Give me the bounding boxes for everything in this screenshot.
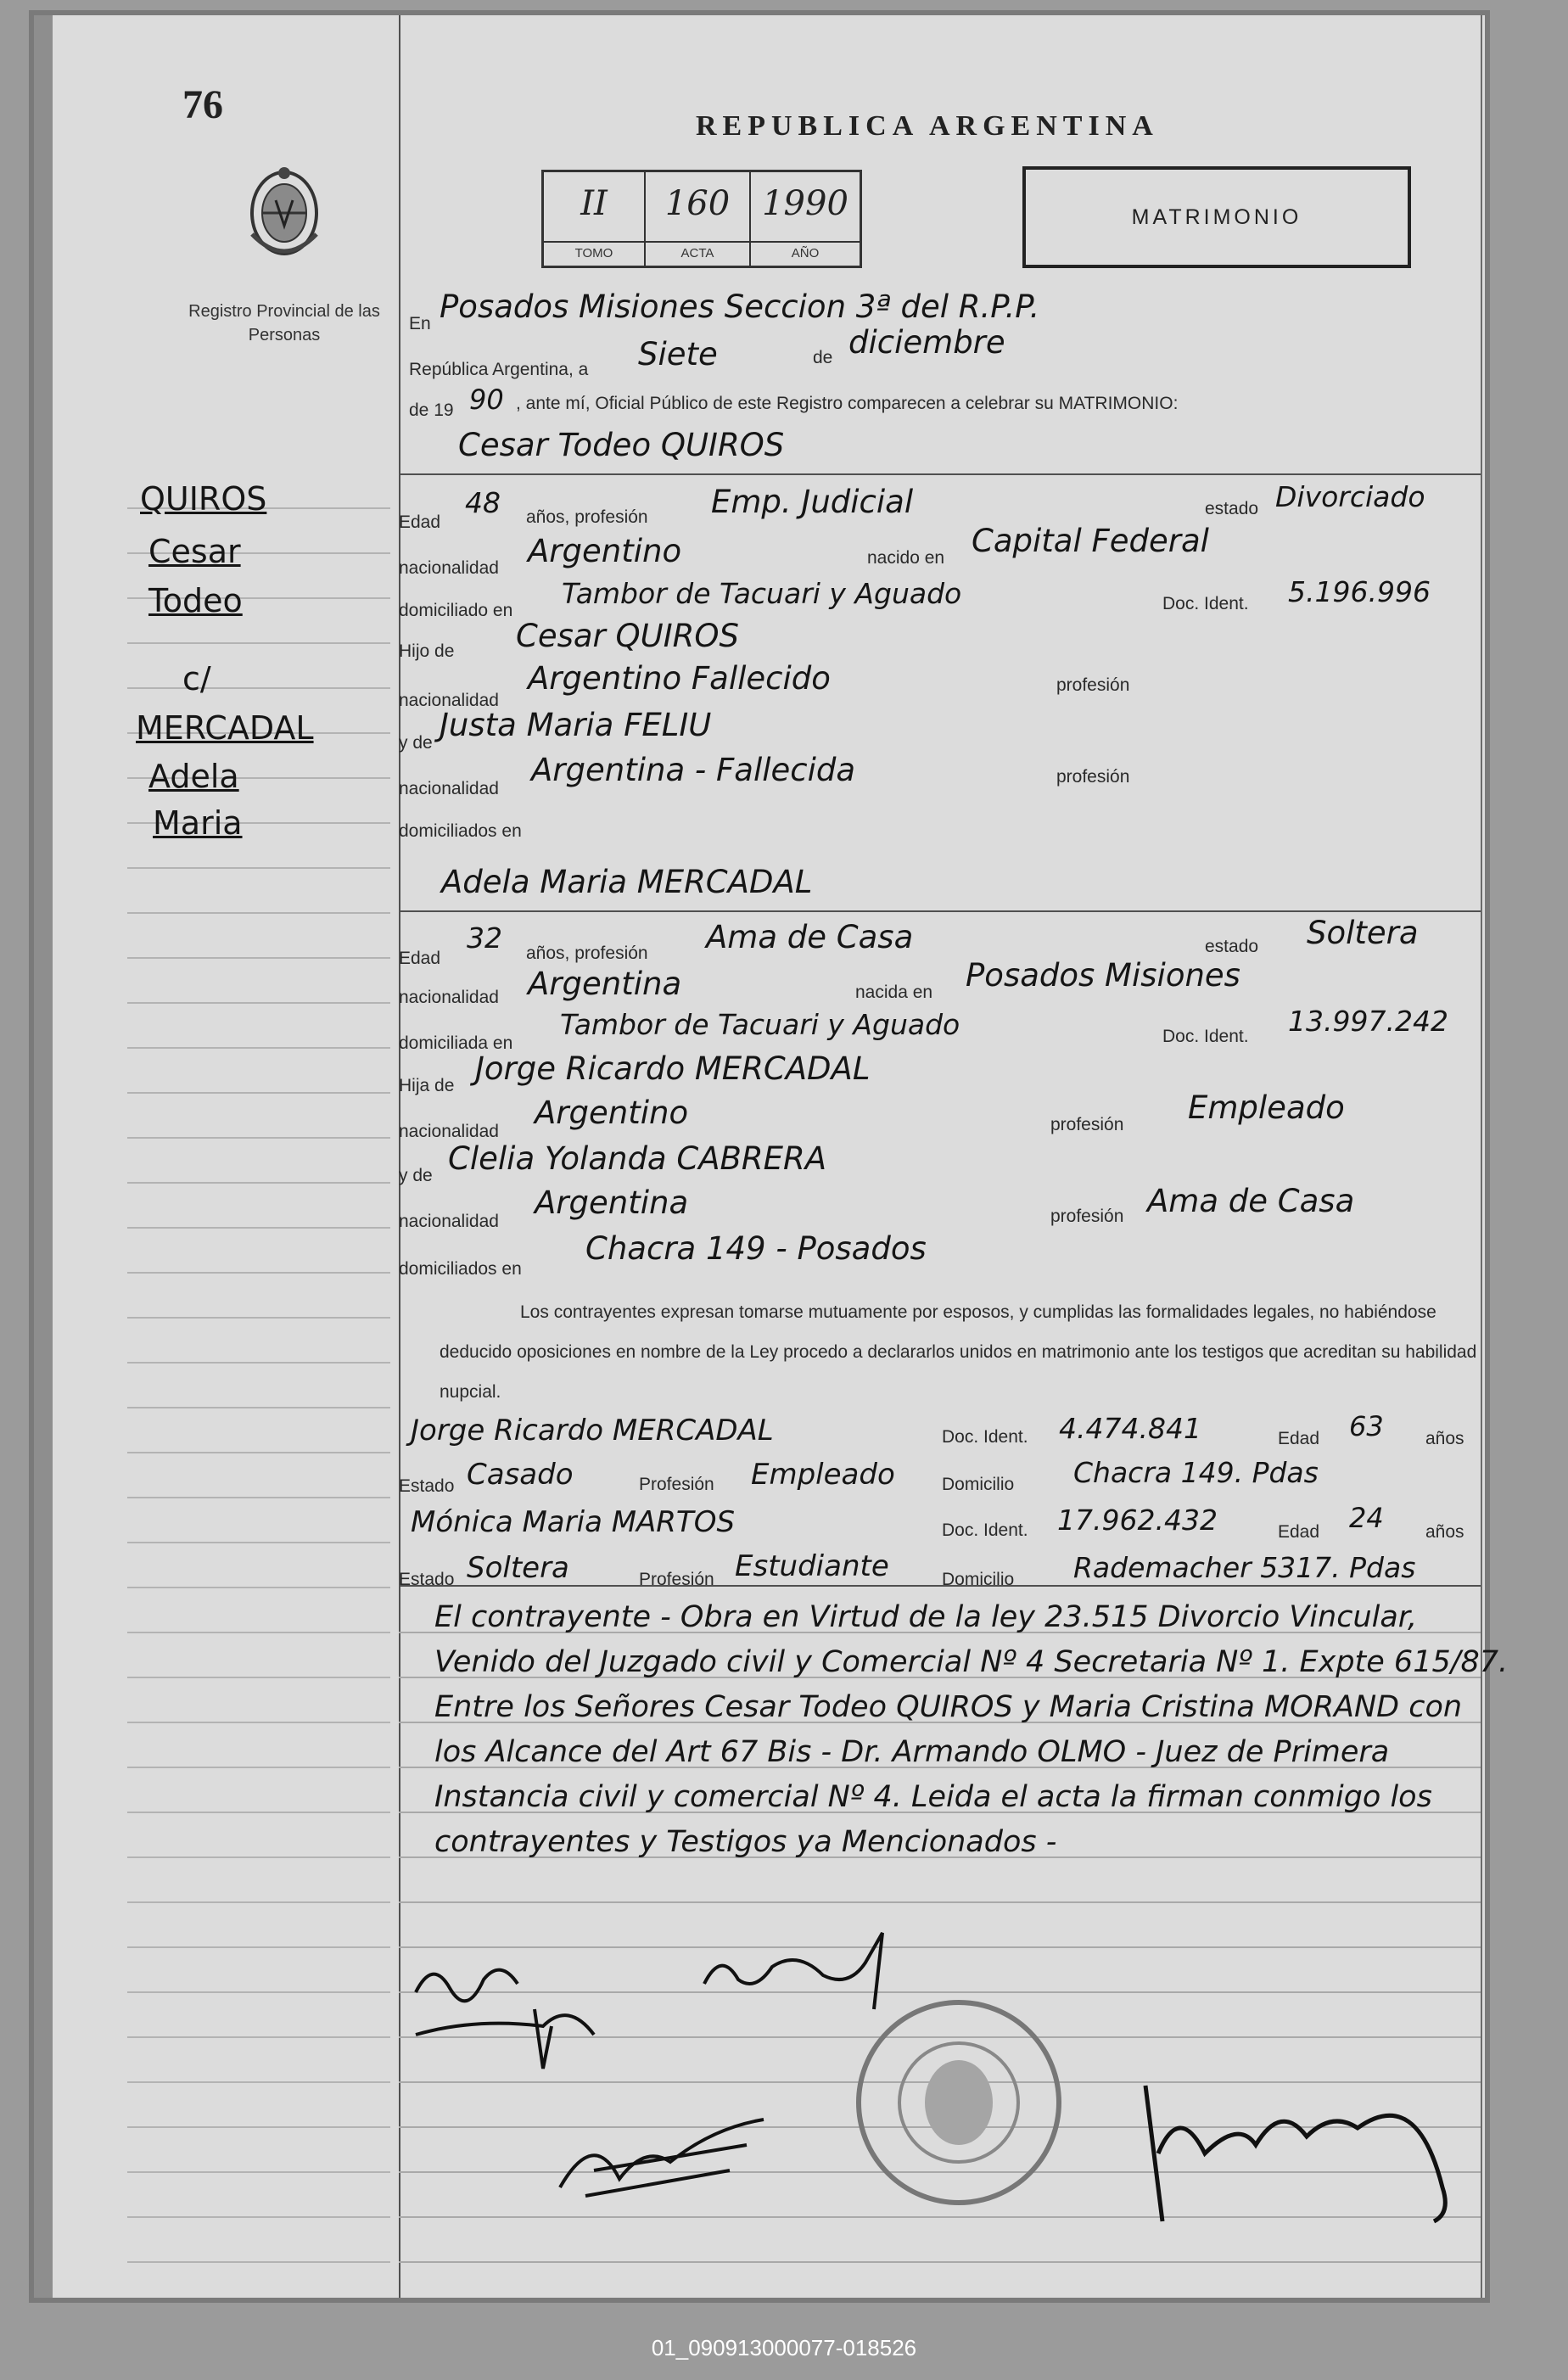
registry-name: Registro Provincial de las Personas — [188, 302, 380, 344]
year-field: 90 — [469, 384, 504, 416]
groom-born-label: nacido en — [867, 548, 945, 568]
bride-father-prof-label: profesión — [1050, 1115, 1124, 1134]
witness2-prof-label: Profesión — [639, 1570, 714, 1589]
act-number-box — [541, 170, 862, 268]
place-field: Posados Misiones Seccion 3ª del R.P.P. — [440, 288, 1040, 325]
groom-mother-nat-field: Argentina - Fallecida — [531, 752, 856, 788]
groom-mother-nat-label: nacionalidad — [399, 779, 499, 798]
witness2-doc: 17.962.432 — [1057, 1504, 1218, 1537]
margin-rule-line — [127, 1407, 390, 1408]
register-page — [34, 15, 1509, 2298]
margin-rule-line — [127, 1137, 390, 1139]
groom-age-label: Edad — [399, 512, 441, 532]
margin-rule-line — [127, 1722, 390, 1723]
witness2-name: Mónica Maria MARTOS — [411, 1505, 736, 1539]
bride-age-label: Edad — [399, 949, 441, 968]
witness2-address: Rademacher 5317. Pdas — [1073, 1551, 1416, 1584]
margin-rule-line — [127, 957, 390, 959]
republica-label: República Argentina, a — [409, 360, 589, 379]
margin-rule-line — [127, 2126, 390, 2128]
margin-name-groom-1: Cesar — [148, 533, 241, 570]
bride-mother-nat-label: nacionalidad — [399, 1212, 499, 1231]
witness1-doc-label: Doc. Ident. — [942, 1427, 1028, 1447]
page-number: 76 — [182, 82, 223, 127]
groom-address-field: Tambor de Tacuari y Aguado — [562, 577, 962, 610]
witness2-addr-label: Domicilio — [942, 1570, 1015, 1589]
section-rule — [399, 1585, 1481, 1587]
coat-of-arms-icon — [242, 166, 327, 268]
signature-groom — [399, 1941, 670, 2077]
groom-mother-label: y de — [399, 733, 433, 753]
witness2-years-label: años — [1425, 1522, 1464, 1542]
margin-rule-line — [127, 2081, 390, 2083]
margin-rule-line — [127, 1812, 390, 1813]
book-spine — [34, 15, 53, 2298]
groom-years-prof-label: años, profesión — [526, 507, 648, 527]
margin-rule-line — [127, 1901, 390, 1903]
witness2-age: 24 — [1349, 1502, 1384, 1534]
groom-doc-field: 5.196.996 — [1288, 575, 1431, 608]
bride-doc-field: 13.997.242 — [1288, 1005, 1448, 1038]
margin-rule-line — [127, 1182, 390, 1184]
bride-born-label: nacida en — [855, 983, 933, 1002]
margin-name-bride-2: Maria — [153, 804, 243, 842]
margin-rule-line — [127, 1092, 390, 1094]
margin-rule-line — [127, 1272, 390, 1274]
margin-surname-bride: MERCADAL — [136, 709, 314, 747]
bride-father-label: Hija de — [399, 1076, 455, 1095]
witness1-profession: Empleado — [751, 1458, 895, 1492]
witness2-doc-label: Doc. Ident. — [942, 1520, 1028, 1540]
bride-nationality-field: Argentina — [528, 966, 682, 1002]
groom-father-nat-field: Argentino Fallecido — [528, 660, 831, 697]
witness1-addr-label: Domicilio — [942, 1475, 1015, 1494]
margin-rule-line — [127, 1587, 390, 1588]
margin-name-groom-2: Todeo — [148, 582, 243, 619]
margin-rule-line — [127, 1856, 390, 1858]
bride-parents-address-field: Chacra 149 - Posados — [585, 1230, 927, 1267]
witness2-status: Soltera — [467, 1551, 569, 1585]
groom-doc-label: Doc. Ident. — [1162, 594, 1249, 613]
witness2-status-label: Estado — [399, 1570, 455, 1589]
section-rule — [399, 910, 1481, 912]
bride-mother-prof-field: Ama de Casa — [1147, 1183, 1355, 1219]
bride-age-field: 32 — [467, 921, 502, 955]
witness1-prof-label: Profesión — [639, 1475, 714, 1494]
witness1-years-label: años — [1425, 1429, 1464, 1448]
groom-father-field: Cesar QUIROS — [516, 618, 739, 654]
bride-status-label: estado — [1205, 937, 1259, 956]
bride-birthplace-field: Posados Misiones — [966, 957, 1240, 994]
bride-father-nat-field: Argentino — [535, 1095, 689, 1131]
margin-name-bride-1: Adela — [148, 758, 239, 795]
groom-mother-prof-label: profesión — [1056, 767, 1130, 787]
margin-rule-line — [127, 1452, 390, 1453]
bride-nationality-label: nacionalidad — [399, 988, 499, 1007]
signature-official — [1112, 2052, 1485, 2238]
section-rule — [399, 473, 1481, 475]
margin-rule-line — [127, 1002, 390, 1004]
groom-profession-field: Emp. Judicial — [711, 484, 914, 520]
margin-rule-line — [127, 2216, 390, 2218]
witness1-name: Jorge Ricardo MERCADAL — [411, 1414, 774, 1448]
acta-cell — [646, 172, 751, 266]
year-prefix: de 19 — [409, 400, 454, 420]
groom-name-field: Cesar Todeo QUIROS — [458, 427, 785, 463]
witness1-status-label: Estado — [399, 1476, 455, 1496]
margin-rule-line — [127, 1047, 390, 1049]
scan-id-footer: 01_090913000077-018526 — [651, 2335, 917, 2360]
groom-birthplace-field: Capital Federal — [972, 523, 1209, 559]
margin-rule-line — [127, 1317, 390, 1319]
margin-rule-line — [127, 867, 390, 869]
bride-mother-field: Clelia Yolanda CABRERA — [448, 1140, 827, 1177]
witness1-doc: 4.474.841 — [1059, 1412, 1201, 1445]
groom-status-label: estado — [1205, 499, 1259, 518]
witness1-status: Casado — [467, 1458, 574, 1492]
bride-status-field: Soltera — [1307, 915, 1419, 951]
ano-cell — [751, 172, 860, 266]
acta-value: 160 — [664, 184, 731, 223]
groom-father-prof-label: profesión — [1056, 675, 1130, 695]
bride-mother-label: y de — [399, 1166, 433, 1185]
signature-witness — [543, 2094, 798, 2213]
margin-rule-line — [127, 687, 390, 689]
margin-rule-line — [127, 1946, 390, 1948]
groom-nationality-label: nacionalidad — [399, 558, 499, 578]
act-type-box: MATRIMONIO — [1022, 166, 1411, 268]
marginal-notes: El contrayente - Obra en Virtud de la ley 23.515 Divorcio Vincular, Venido del Juzgado civil y Comercial Nº 4 Secretaria Nº 1. Expte 615/87. Entre los Señores Cesar Todeo QUIROS y Maria Cristina MORAND con los Alcance del Art 67 Bis - Dr. Armando OLMO - Juez de Primera Instancia civil y comercial Nº 4. Leida el acta la firman conmigo los contrayentes y Testigos ya Mencionados - — [434, 1600, 1509, 1859]
witness2-profession: Estudiante — [735, 1549, 889, 1583]
ano-label: AÑO — [751, 241, 860, 260]
page-edge — [1481, 15, 1482, 2298]
margin-rule-line — [127, 1767, 390, 1768]
body-rule-line — [399, 1901, 1481, 1903]
month-field: diciembre — [848, 324, 1005, 361]
margin-rule-line — [127, 1362, 390, 1364]
margin-rule-line — [127, 2036, 390, 2038]
margin-rule-line — [127, 2261, 390, 2263]
groom-father-label: Hijo de — [399, 641, 455, 661]
country-title: REPUBLICA ARGENTINA — [696, 110, 1159, 142]
bride-address-label: domiciliada en — [399, 1033, 513, 1053]
bride-father-field: Jorge Ricardo MERCADAL — [475, 1050, 871, 1087]
margin-rule-line — [127, 2171, 390, 2173]
margin-rule-line — [127, 1632, 390, 1633]
bride-father-prof-field: Empleado — [1188, 1089, 1345, 1126]
bride-name-field: Adela Maria MERCADAL — [441, 864, 813, 900]
groom-parents-address-label: domiciliados en — [399, 821, 522, 841]
margin-rule-line — [127, 642, 390, 644]
tomo-cell — [544, 172, 646, 266]
en-label: En — [409, 314, 431, 333]
groom-mother-field: Justa Maria FELIU — [440, 707, 712, 743]
witness2-age-label: Edad — [1278, 1522, 1320, 1542]
groom-age-field: 48 — [465, 486, 501, 519]
intro-phrase: , ante mí, Oficial Público de este Registro comparecen a celebrar su MATRIMONIO: — [516, 394, 1179, 413]
margin-surname-groom: QUIROS — [140, 480, 267, 518]
margin-connector: c/ — [182, 660, 211, 697]
groom-address-label: domiciliado en — [399, 601, 513, 620]
bride-father-nat-label: nacionalidad — [399, 1122, 499, 1141]
tomo-value: II — [580, 184, 608, 223]
margin-rule-line — [127, 1542, 390, 1543]
margin-rule-line — [127, 1497, 390, 1498]
bride-mother-prof-label: profesión — [1050, 1207, 1124, 1226]
groom-status-field: Divorciado — [1275, 480, 1425, 513]
bride-mother-nat-field: Argentina — [535, 1184, 689, 1221]
bride-address-field: Tambor de Tacuari y Aguado — [560, 1008, 960, 1041]
witness1-age: 63 — [1349, 1410, 1384, 1442]
witness1-address: Chacra 149. Pdas — [1073, 1456, 1319, 1489]
margin-rule-line — [127, 912, 390, 914]
registry-seal — [848, 1992, 1069, 2213]
body-rule-line — [399, 2261, 1481, 2263]
margin-rule-line — [127, 1227, 390, 1229]
groom-father-nat-label: nacionalidad — [399, 691, 499, 710]
de-label: de — [813, 348, 833, 367]
margin-rule-line — [127, 1991, 390, 1993]
ano-value: 1990 — [762, 184, 848, 223]
bride-parents-address-label: domiciliados en — [399, 1259, 522, 1279]
bride-doc-label: Doc. Ident. — [1162, 1027, 1249, 1046]
bride-years-prof-label: años, profesión — [526, 944, 648, 963]
tomo-label: TOMO — [544, 241, 644, 260]
acta-label: ACTA — [646, 241, 749, 260]
margin-rule-line — [127, 1677, 390, 1678]
day-field: Siete — [638, 336, 718, 372]
witness1-age-label: Edad — [1278, 1429, 1320, 1448]
bride-profession-field: Ama de Casa — [706, 919, 914, 955]
groom-nationality-field: Argentino — [528, 533, 682, 569]
declaration-text: Los contrayentes expresan tomarse mutuamente por esposos, y cumplidas las formalidades legales, no habiéndose deducido oposiciones en nombre de la Ley procedo a declararlos unidos en matrimonio ante los testigos que acreditan su habilidad nupcial. — [440, 1302, 1477, 1402]
